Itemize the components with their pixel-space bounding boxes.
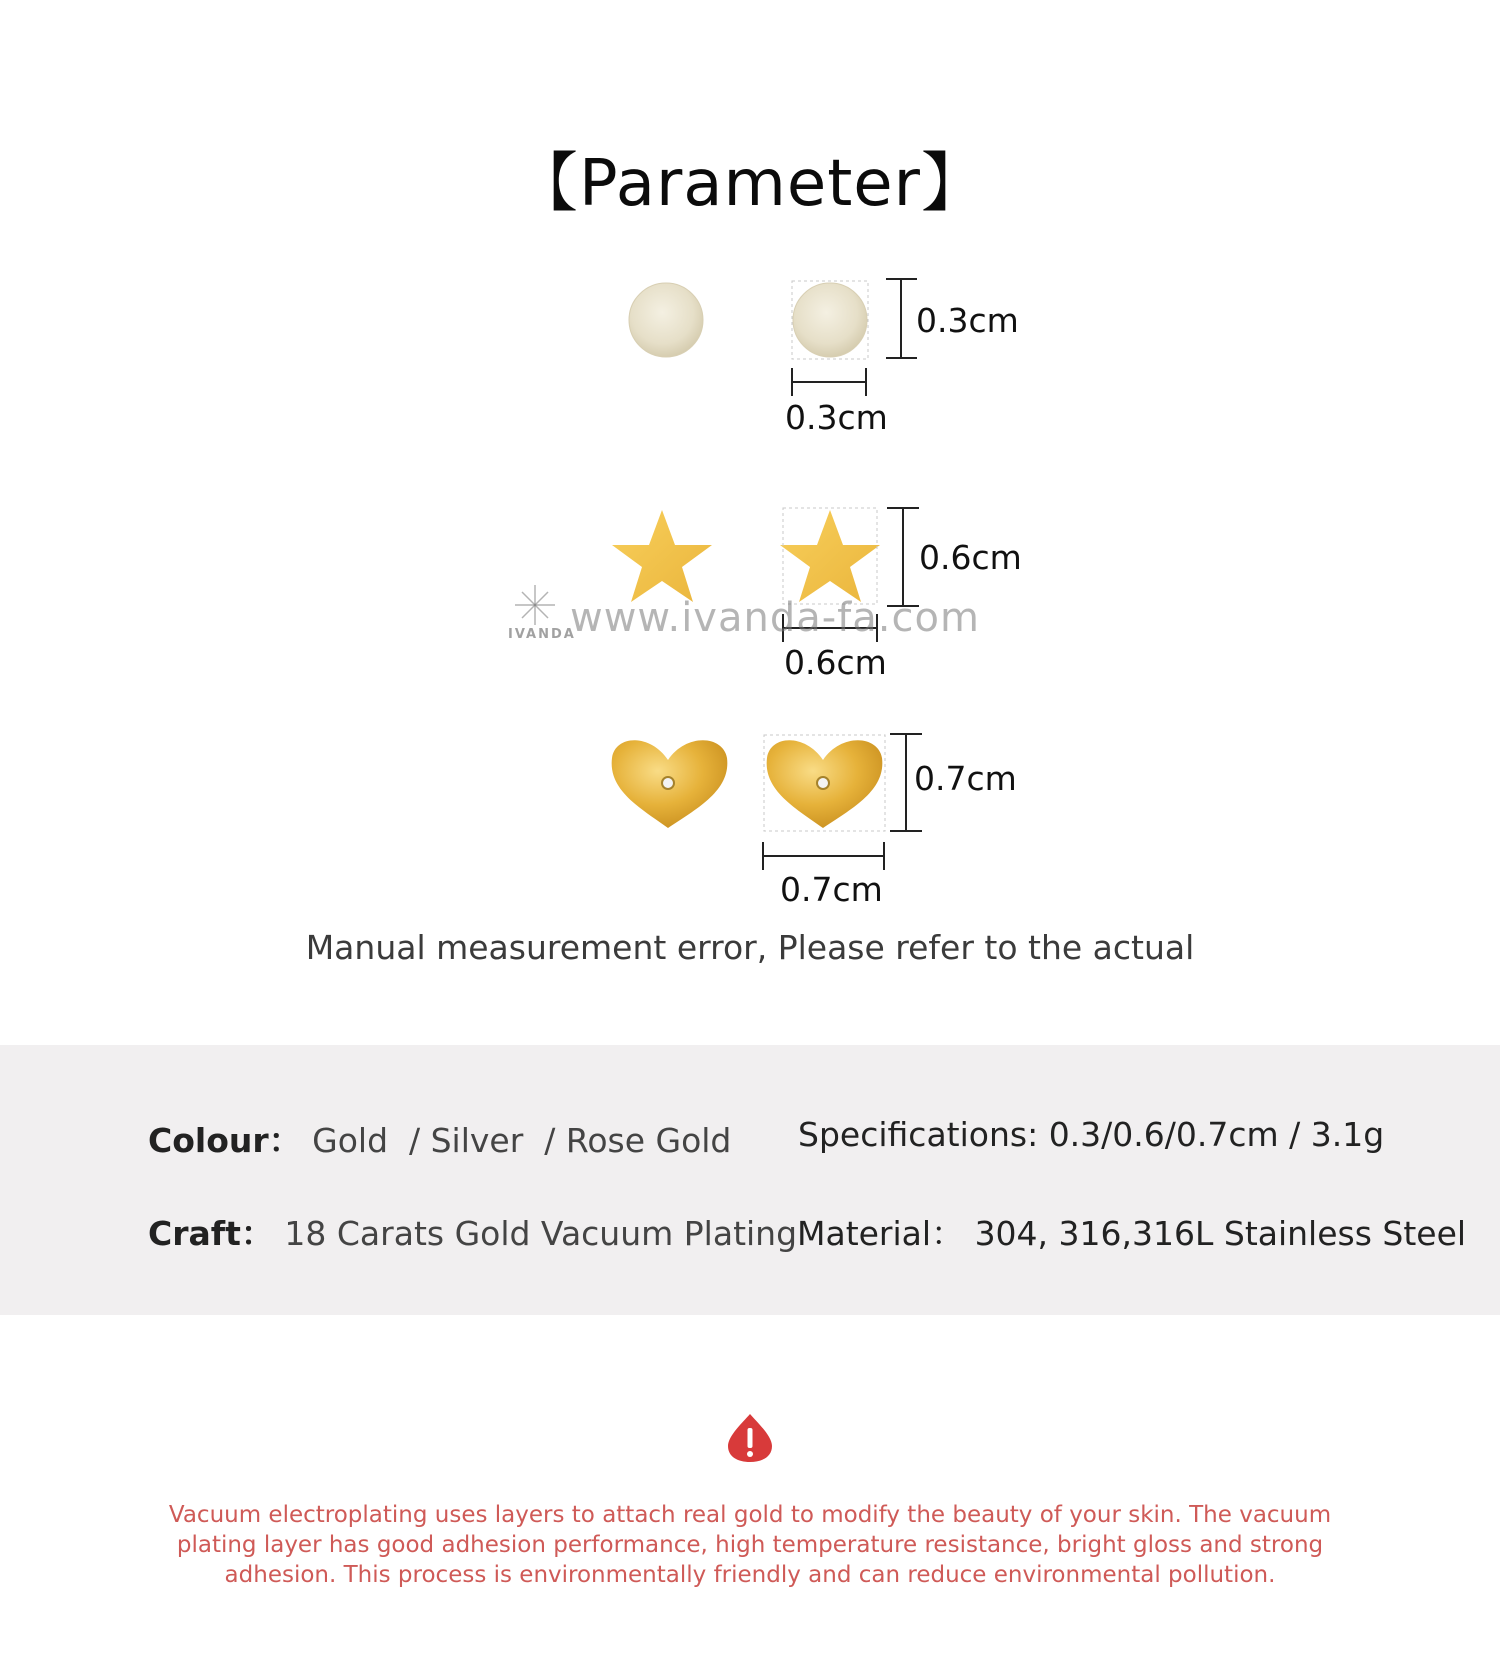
heart-stud-left: [612, 740, 728, 828]
watermark-url: www.ivanda-fa.com: [570, 595, 980, 641]
specs-panel: [0, 1045, 1500, 1315]
star-stud-right: [780, 508, 880, 604]
craft-value: 18 Carats Gold Vacuum Plating: [284, 1214, 798, 1253]
star-stud-left: [612, 510, 712, 602]
round-height-dimension: [886, 279, 917, 358]
heart-stud-right: [764, 735, 885, 831]
round-stud-right: [792, 281, 868, 359]
colour-value: Gold / Silver / Rose Gold: [312, 1121, 732, 1160]
specifications-value: 0.3/0.6/0.7cm / 3.1g: [1048, 1115, 1385, 1154]
spec-colour: [148, 1115, 731, 1162]
spec-material: [797, 1208, 1466, 1255]
round-stud-left: [629, 283, 703, 357]
measurement-note: Manual measurement error, Please refer to the actual: [305, 928, 1195, 967]
material-value: 304, 316,316L Stainless Steel: [974, 1214, 1467, 1253]
warning-text: Vacuum electroplating uses layers to attach real gold to modify the beauty of your skin. The vacuum plating layer has good adhesion performance, high temperature resistance, bright gloss and strong adhesion. This process is environmentally friendly and can reduce environmental pollution.: [168, 1502, 1332, 1588]
heart-height-label: 0.7cm: [914, 759, 1017, 798]
star-height-dimension: [887, 508, 919, 606]
craft-label: Craft：: [148, 1214, 274, 1253]
spec-craft: [148, 1208, 797, 1255]
specifications-label: Specifications:: [798, 1115, 1039, 1154]
watermark-brand: IVANDA: [508, 627, 576, 642]
colour-label: Colour：: [148, 1121, 302, 1160]
star-height-label: 0.6cm: [919, 538, 1022, 577]
page-title: 【Parameter】: [514, 147, 986, 221]
round-height-label: 0.3cm: [916, 301, 1019, 340]
round-width-dimension: [792, 368, 866, 396]
star-width-label: 0.6cm: [784, 643, 887, 682]
heart-width-dimension: [763, 842, 884, 870]
heart-width-label: 0.7cm: [780, 870, 883, 909]
round-width-label: 0.3cm: [785, 398, 888, 437]
warning-icon: [726, 1412, 774, 1464]
spec-specifications: [798, 1115, 1384, 1154]
material-label: Material：: [797, 1214, 965, 1253]
watermark-star-icon: [515, 585, 555, 625]
